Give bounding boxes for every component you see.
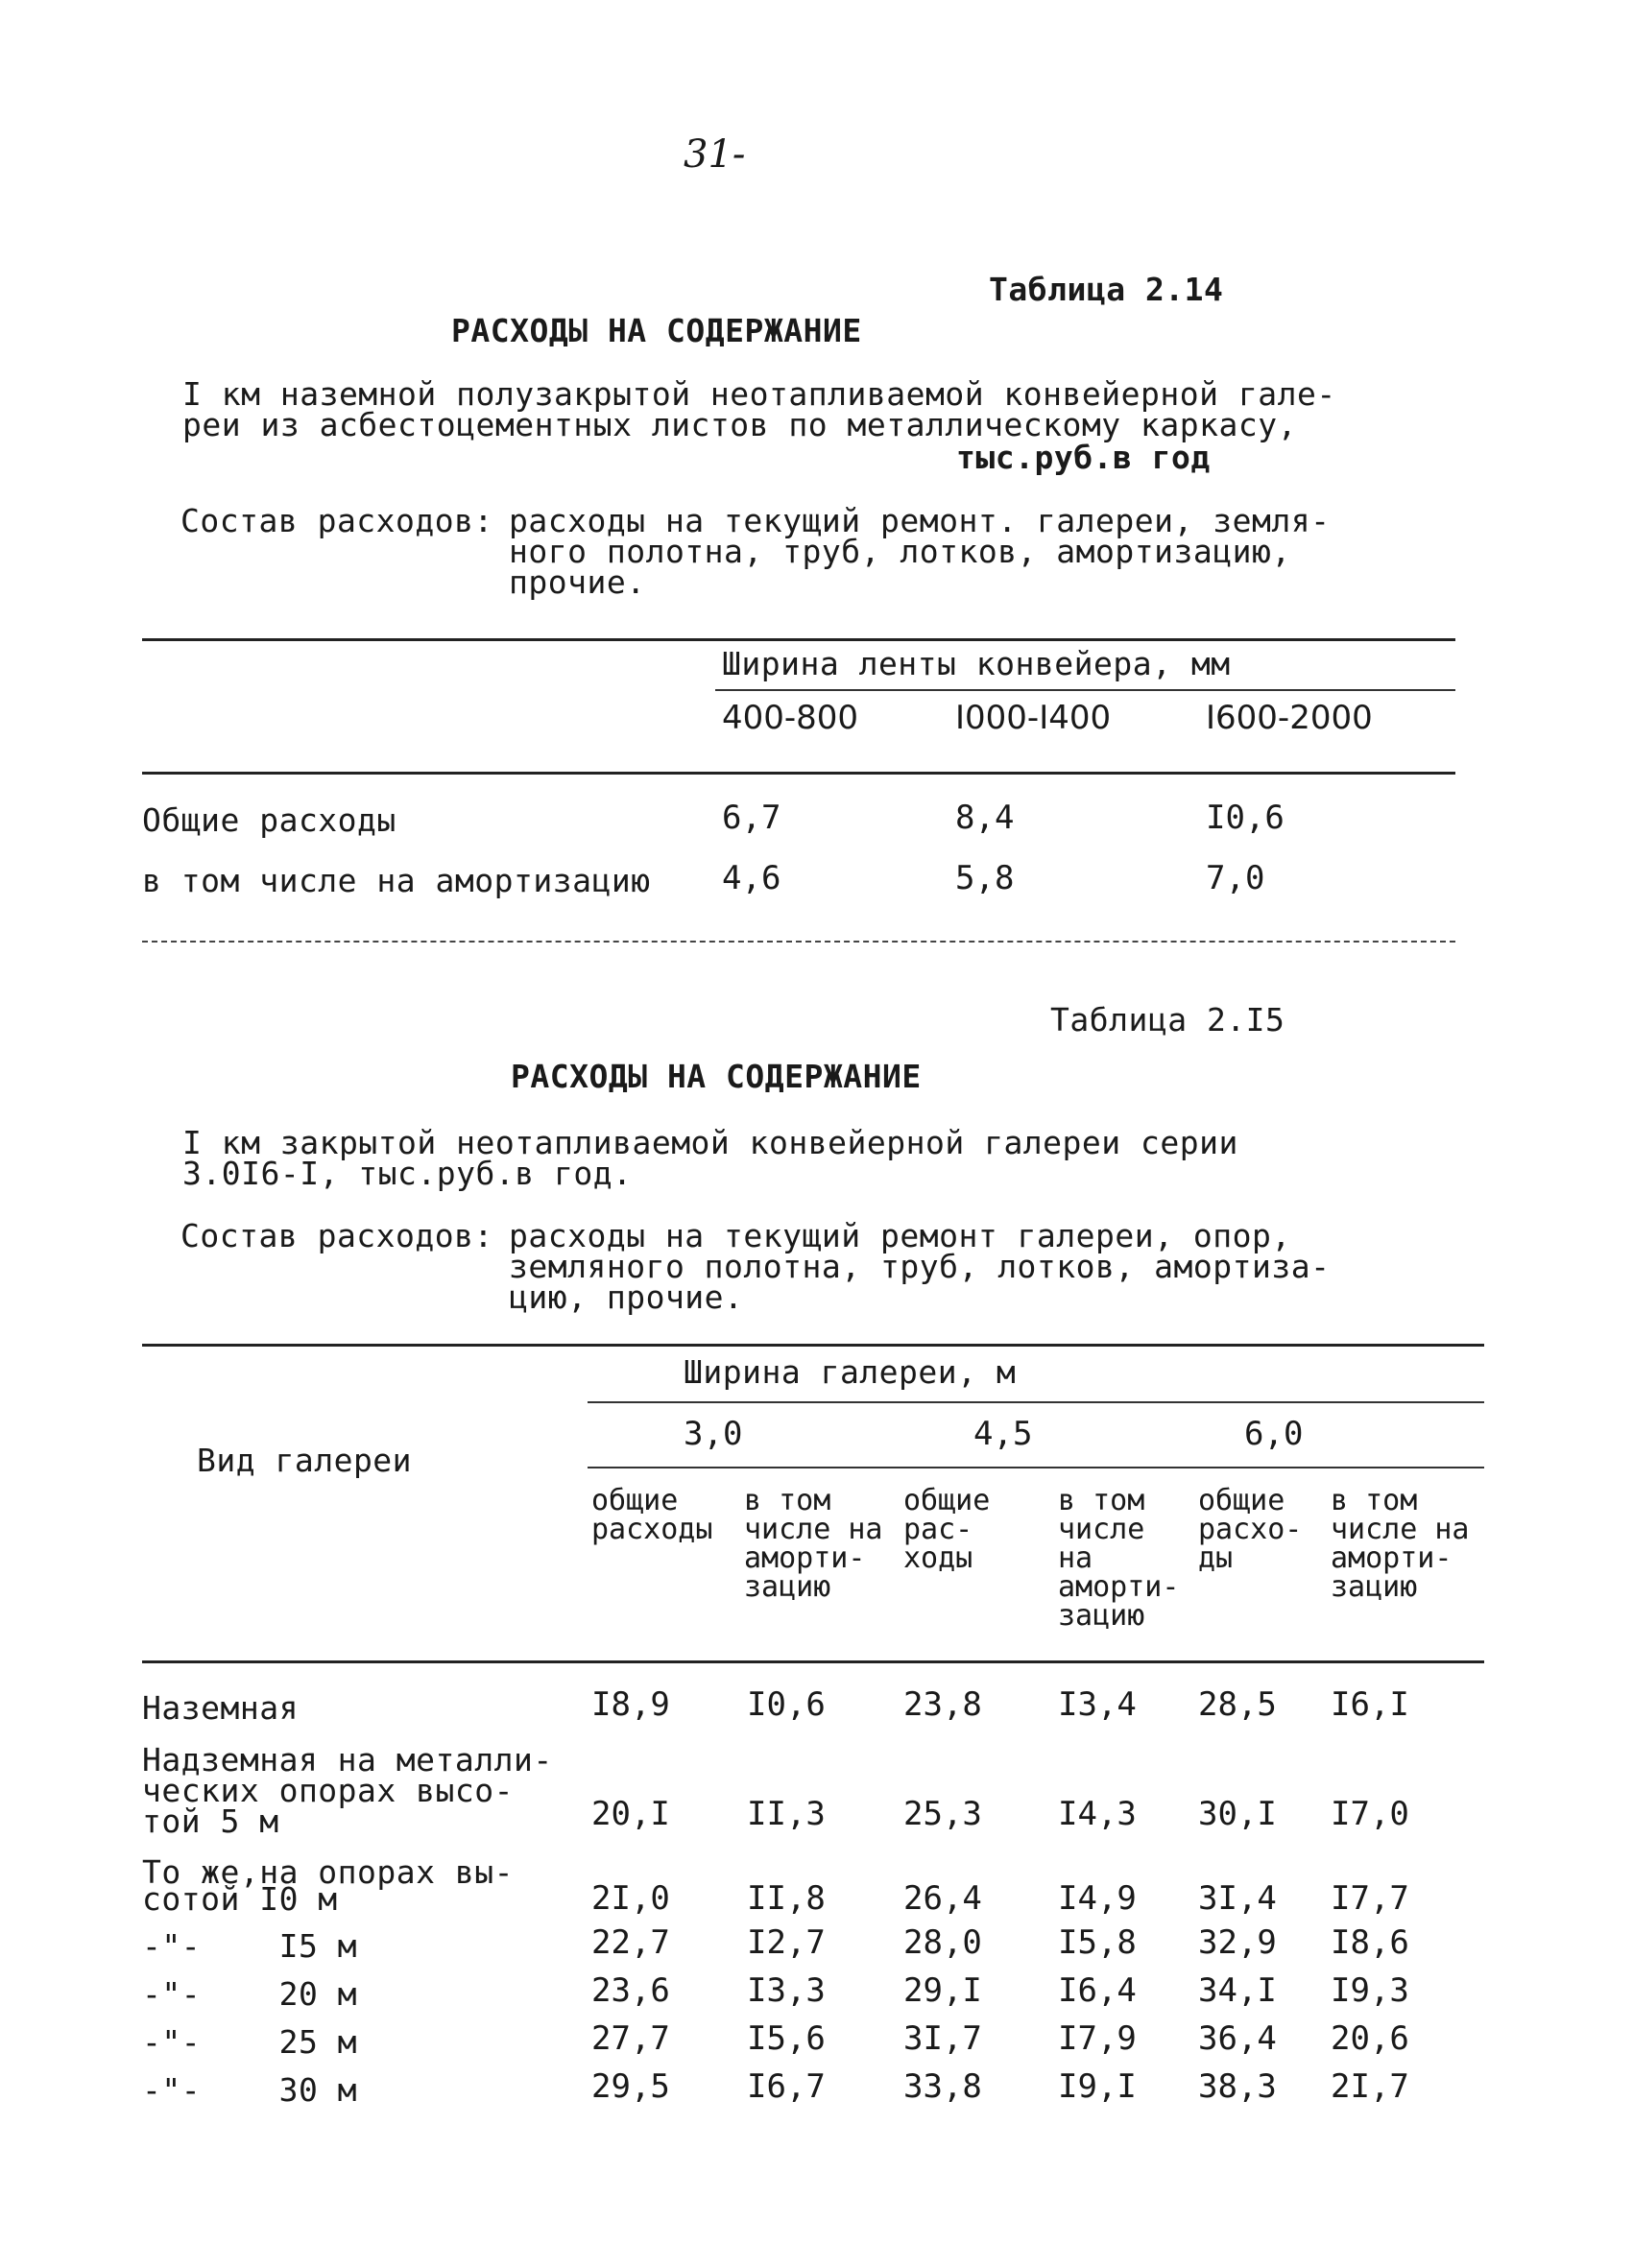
- column-group-header: Ширина ленты конвейера, мм: [722, 645, 1231, 682]
- table-label: Таблица 2.I5: [1050, 1001, 1285, 1039]
- row-label: Наземная: [142, 1689, 299, 1727]
- row-label: той 5 м: [142, 1802, 279, 1840]
- table-title: РАСХОДЫ НА СОДЕРЖАНИЕ: [511, 1058, 922, 1095]
- rule: [142, 1660, 1484, 1663]
- row-header: Вид галереи: [197, 1442, 413, 1479]
- width-header: 3,0: [684, 1415, 743, 1453]
- column-header: I000-I400: [955, 699, 1112, 737]
- row-label: -"- I5 м: [142, 1927, 358, 1965]
- rule: [142, 638, 1455, 641]
- table-title: РАСХОДЫ НА СОДЕРЖАНИЕ: [451, 312, 862, 349]
- row-label: -"- 30 м: [142, 2071, 358, 2109]
- rule: [588, 1467, 1484, 1468]
- table-label: Таблица 2.14: [989, 271, 1224, 308]
- width-header: 4,5: [973, 1415, 1033, 1453]
- column-group-header: Ширина галереи, м: [684, 1353, 1017, 1391]
- rule: [142, 941, 1455, 943]
- row-label: -"- 25 м: [142, 2023, 358, 2061]
- column-header: I600-2000: [1206, 699, 1373, 737]
- row-label: ческих опорах высо-: [142, 1772, 514, 1809]
- row-label: сотой I0 м: [142, 1880, 338, 1918]
- rule: [142, 772, 1455, 775]
- rule: [588, 1401, 1484, 1403]
- composition-label: Состав расходов:: [180, 502, 493, 539]
- row-label: То же,на опорах вы-: [142, 1853, 514, 1891]
- row-label: Надземная на металли-: [142, 1741, 553, 1779]
- row-label: -"- 20 м: [142, 1975, 358, 2013]
- composition-label: Состав расходов:: [180, 1217, 493, 1254]
- rule: [715, 689, 1455, 691]
- column-header: 400-800: [722, 699, 859, 737]
- rule: [142, 1344, 1484, 1347]
- page-number: 31-: [684, 132, 746, 177]
- row-label: в том числе на амортизацию: [142, 862, 651, 899]
- row-label: Общие расходы: [142, 801, 396, 839]
- width-header: 6,0: [1244, 1415, 1304, 1453]
